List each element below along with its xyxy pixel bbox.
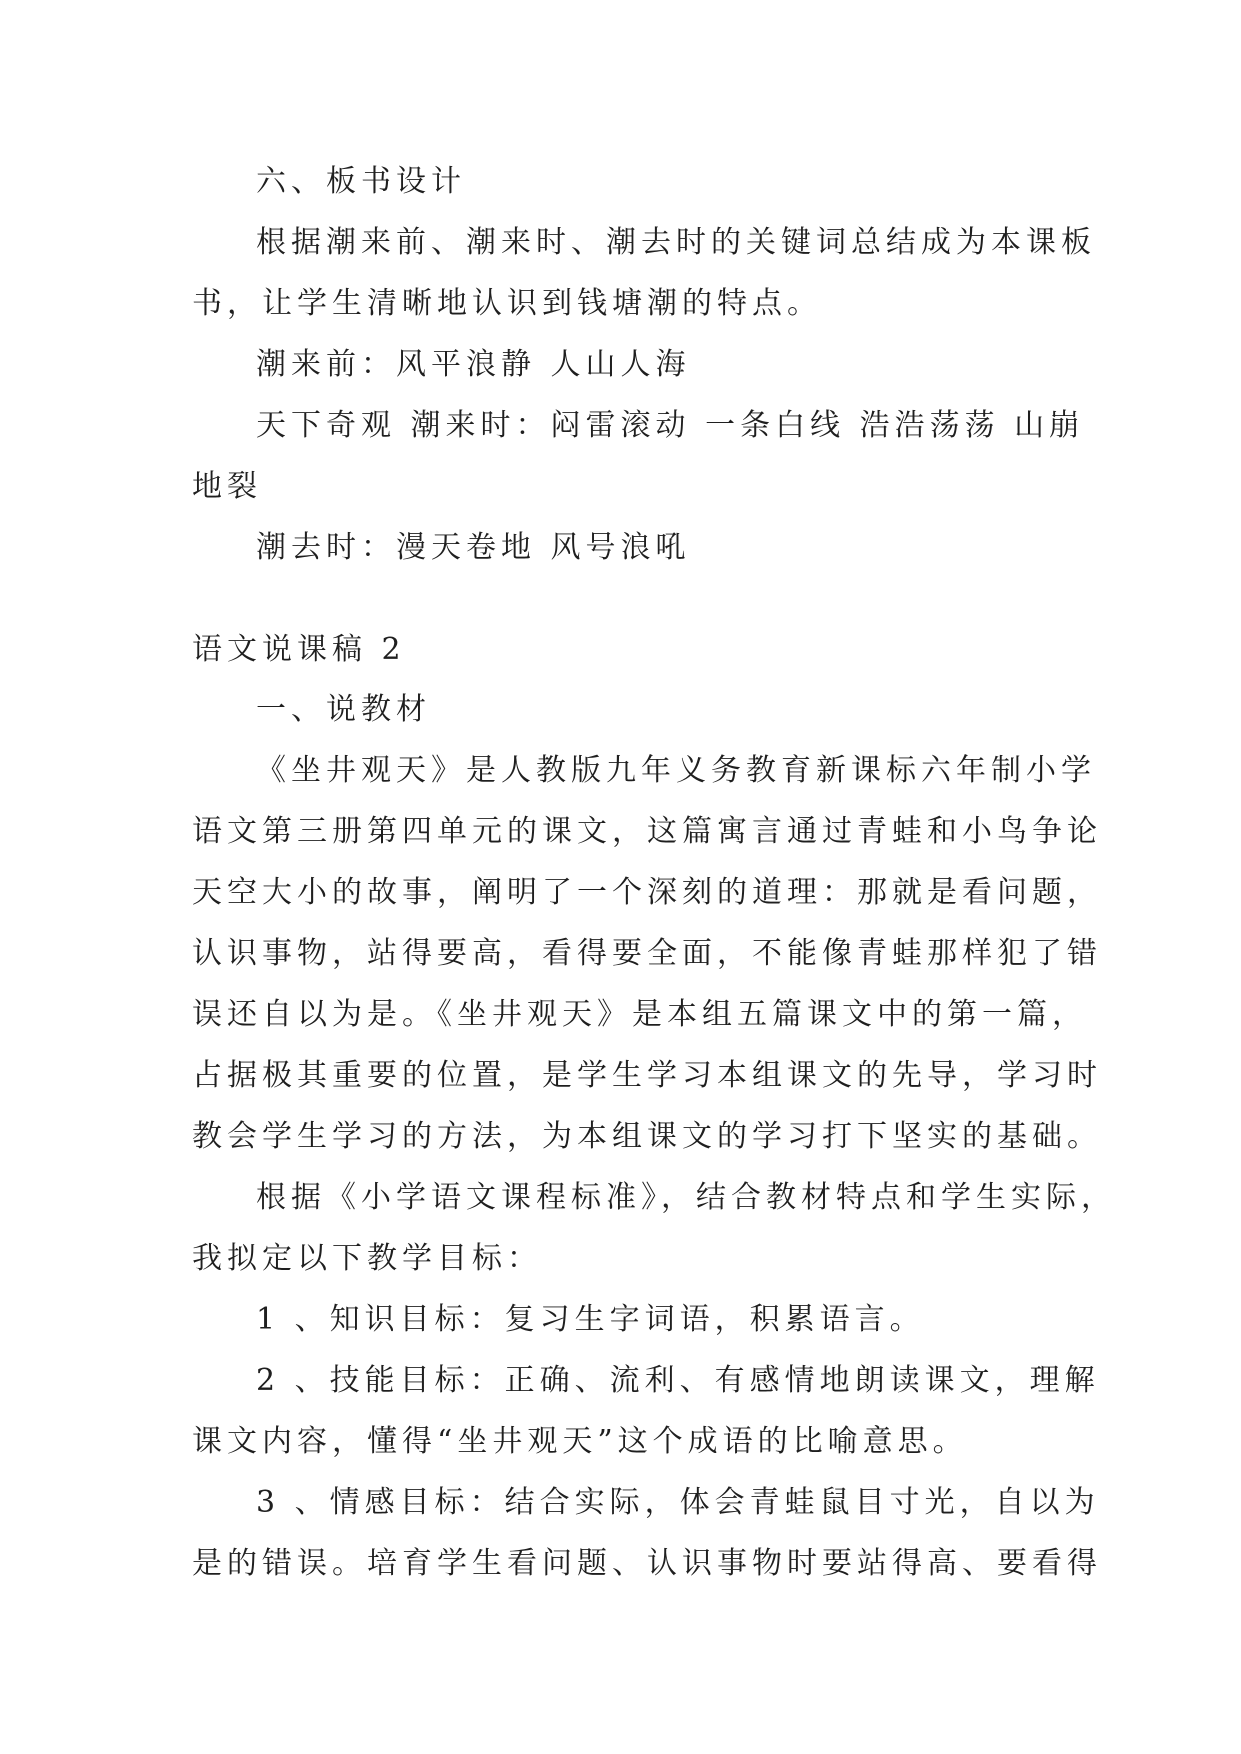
board-content-line-2: 天下奇观 潮来时：闷雷滚动 一条白线 浩浩荡荡 山崩 xyxy=(256,408,1085,443)
goal-emotion-line-1: 3 、情感目标：结合实际，体会青蛙鼠目寸光，自以为 xyxy=(256,1485,1100,1520)
goal-emotion-line-2: 是的错误。培育学生看问题、认识事物时要站得高、要看得 xyxy=(192,1546,1102,1581)
paragraph-1-line-1: 《坐井观天》是人教版九年义务教育新课标六年制小学 xyxy=(256,753,1096,788)
paragraph-2-line-2: 我拟定以下教学目标： xyxy=(192,1241,542,1276)
goal-knowledge: 1 、知识目标：复习生字词语，积累语言。 xyxy=(256,1302,925,1337)
board-intro-line-2: 书，让学生清晰地认识到钱塘潮的特点。 xyxy=(192,286,822,321)
board-content-line-1: 潮来前：风平浪静 人山人海 xyxy=(256,347,691,382)
paragraph-1-line-3: 天空大小的故事，阐明了一个深刻的道理：那就是看问题， xyxy=(192,875,1102,910)
paragraph-1-line-7: 教会学生学习的方法，为本组课文的学习打下坚实的基础。 xyxy=(192,1119,1102,1154)
paragraph-1-line-5: 误还自以为是。《坐井观天》是本组五篇课文中的第一篇， xyxy=(192,997,1087,1032)
paragraph-1-line-6: 占据极其重要的位置，是学生学习本组课文的先导，学习时 xyxy=(192,1058,1102,1093)
goal-skill-line-2: 课文内容，懂得“坐井观天”这个成语的比喻意思。 xyxy=(192,1424,968,1459)
paragraph-1-line-2: 语文第三册第四单元的课文，这篇寓言通过青蛙和小鸟争论 xyxy=(192,814,1102,849)
board-intro-line-1: 根据潮来前、潮来时、潮去时的关键词总结成为本课板 xyxy=(256,225,1096,260)
paragraph-1-line-4: 认识事物，站得要高，看得要全面，不能像青蛙那样犯了错 xyxy=(192,936,1102,971)
goal-skill-line-1: 2 、技能目标：正确、流利、有感情地朗读课文，理解 xyxy=(256,1363,1100,1398)
section-heading-board-design: 六、板书设计 xyxy=(256,164,466,199)
document-section-title: 语文说课稿 2 xyxy=(192,632,406,667)
board-content-line-4: 潮去时：漫天卷地 风号浪吼 xyxy=(256,530,691,565)
paragraph-2-line-1: 根据《小学语文课程标准》，结合教材特点和学生实际， xyxy=(256,1180,1116,1215)
section-heading-teaching-material: 一、说教材 xyxy=(256,692,431,727)
board-content-line-3: 地裂 xyxy=(192,469,262,504)
